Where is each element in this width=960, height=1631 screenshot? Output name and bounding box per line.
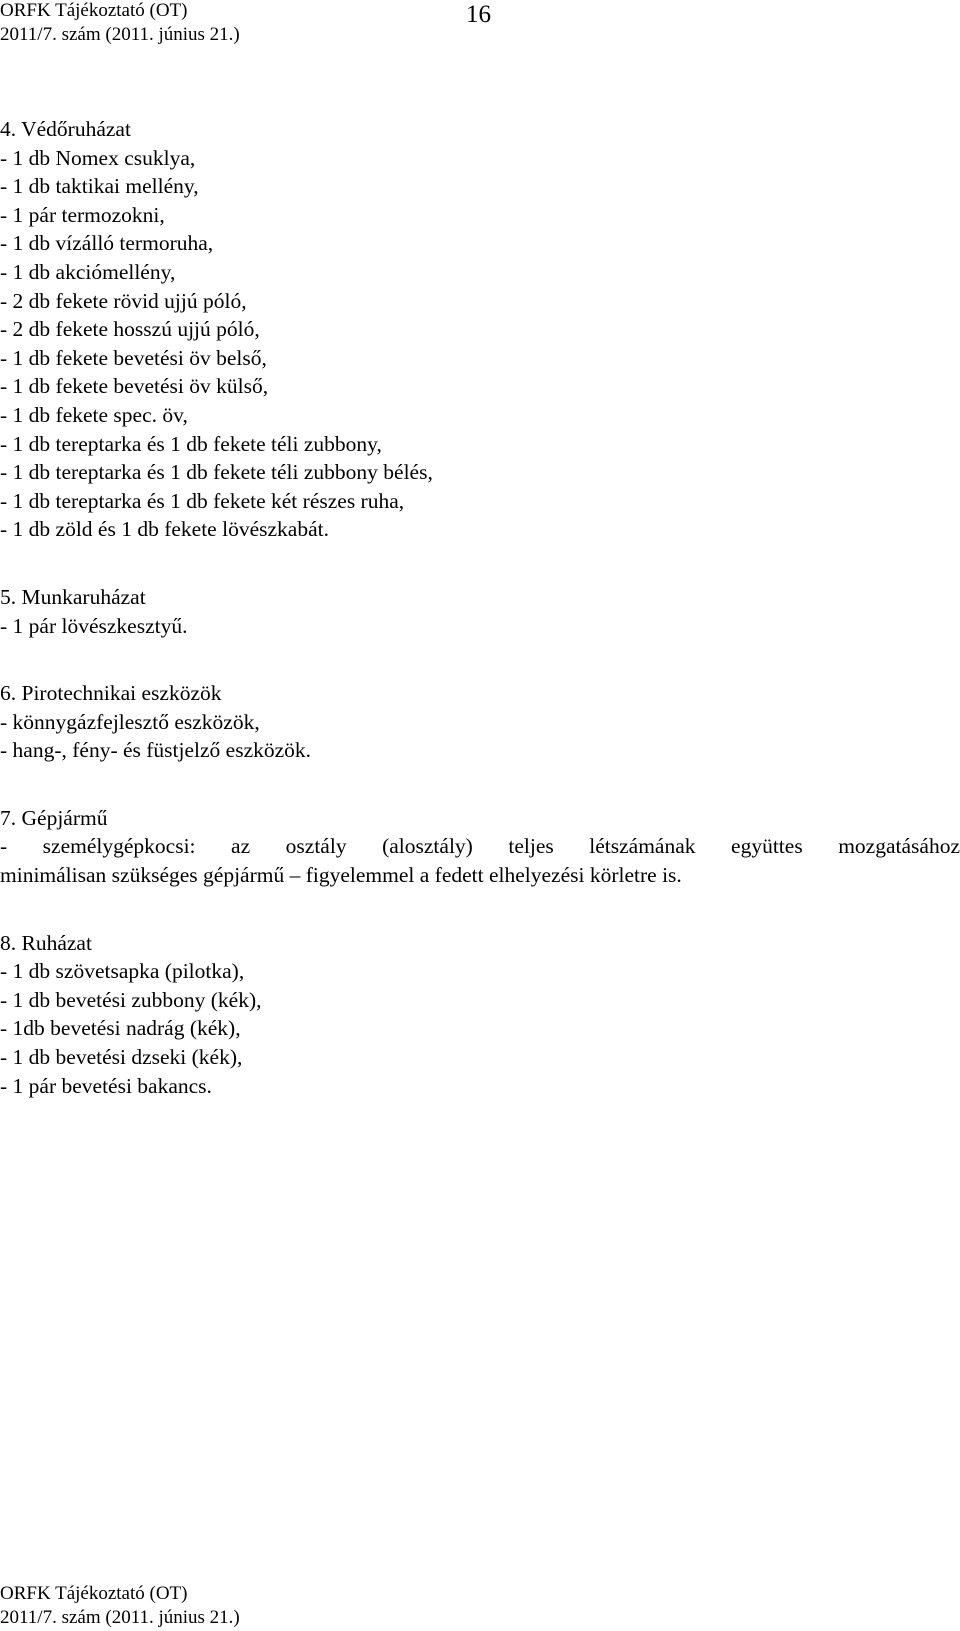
list-item: - 1 db zöld és 1 db fekete lövészkabát. bbox=[0, 517, 329, 542]
list-item: - 1 db tereptarka és 1 db fekete téli zubbony bélés, bbox=[0, 460, 433, 485]
section-ruhazat bbox=[0, 929, 960, 1101]
list-item: - 1 db fekete bevetési öv belső, bbox=[0, 345, 267, 370]
list-item: - 1 db taktikai mellény, bbox=[0, 174, 199, 199]
section-heading: 5. Munkaruházat bbox=[0, 584, 146, 609]
page-header bbox=[0, 0, 960, 48]
section-heading: 7. Gépjármű bbox=[0, 805, 108, 830]
section-heading: 6. Pirotechnikai eszközök bbox=[0, 681, 222, 706]
section-heading: 8. Ruházat bbox=[0, 930, 92, 955]
header-issue: 2011/7. szám (2011. június 21.) bbox=[0, 24, 240, 45]
list-item: - 1 db vízálló termoruha, bbox=[0, 231, 214, 256]
footer-issue: 2011/7. szám (2011. június 21.) bbox=[0, 1607, 240, 1628]
header-title: ORFK Tájékoztató (OT) bbox=[0, 0, 188, 21]
list-item: - 1 db fekete bevetési öv külső, bbox=[0, 374, 269, 399]
section-heading: 4. Védőruházat bbox=[0, 117, 131, 141]
list-item: - 2 db fekete rövid ujjú póló, bbox=[0, 288, 247, 313]
list-item: - könnygázfejlesztő eszközök, bbox=[0, 709, 260, 734]
section-gepjarmu bbox=[0, 804, 960, 890]
section-pirotechnikai-eszkozok bbox=[0, 679, 960, 765]
list-item: - 1 db bevetési dzseki (kék), bbox=[0, 1045, 243, 1070]
footer-title: ORFK Tájékoztató (OT) bbox=[0, 1583, 188, 1604]
list-item: - 1 db bevetési zubbony (kék), bbox=[0, 987, 262, 1012]
list-item: - 1 pár bevetési bakancs. bbox=[0, 1073, 212, 1098]
list-item: - 1 pár lövészkesztyű. bbox=[0, 613, 188, 638]
section-munkaruhazat bbox=[0, 583, 960, 640]
list-item: - 1 db szövetsapka (pilotka), bbox=[0, 959, 245, 984]
document-body bbox=[0, 115, 960, 1139]
list-item: - 1 db fekete spec. öv, bbox=[0, 402, 188, 427]
list-item: - 2 db fekete hosszú ujjú póló, bbox=[0, 317, 260, 342]
list-item: - 1 db Nomex csuklya, bbox=[0, 145, 196, 170]
list-item: - 1db bevetési nadrág (kék), bbox=[0, 1016, 241, 1041]
list-item: - 1 pár termozokni, bbox=[0, 202, 165, 227]
list-item: - hang-, fény- és füstjelző eszközök. bbox=[0, 738, 312, 763]
list-item: - 1 db tereptarka és 1 db fekete két részes ruha, bbox=[0, 488, 405, 513]
paragraph-line: minimálisan szükséges gépjármű – figyelemmel a fedett elhelyezési körletre is. bbox=[0, 863, 682, 888]
list-item: - 1 db tereptarka és 1 db fekete téli zubbony, bbox=[0, 431, 382, 456]
section-vedoruhazat bbox=[0, 115, 960, 544]
page-number: 16 bbox=[466, 1, 491, 28]
paragraph-line: - személygépkocsi: az osztály (alosztály) teljes létszámának együttes mozgatásához bbox=[0, 834, 960, 859]
list-item: - 1 db akciómellény, bbox=[0, 259, 176, 284]
